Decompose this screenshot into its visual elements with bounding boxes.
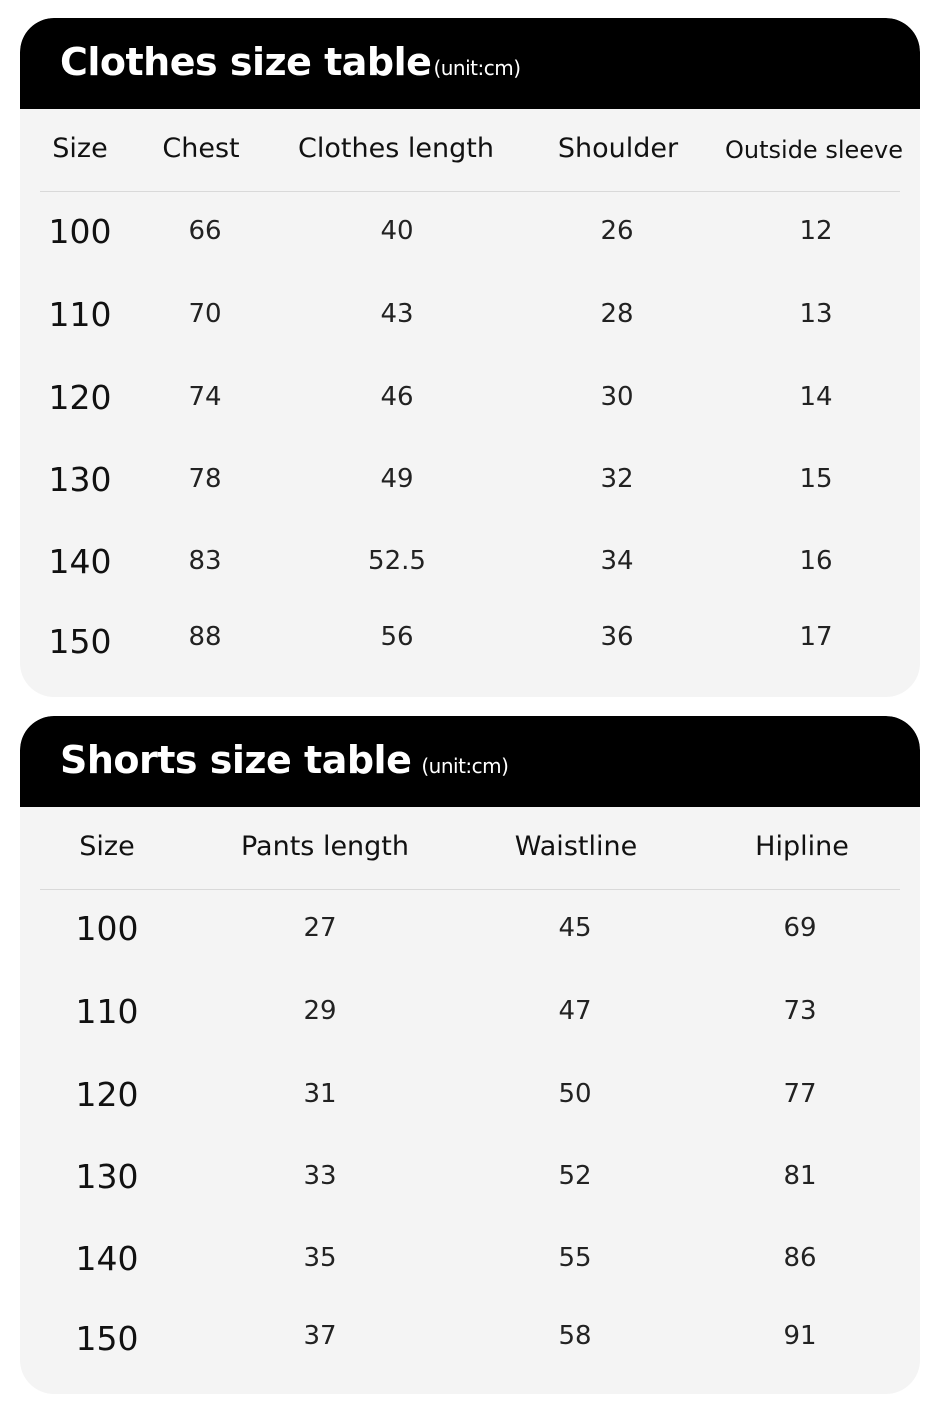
size-cell: 140 xyxy=(75,1239,139,1278)
shoulder-cell: 28 xyxy=(600,299,634,329)
shoulder-cell: 36 xyxy=(600,622,634,652)
table-row xyxy=(20,295,920,339)
length-cell: 49 xyxy=(380,464,414,494)
table-row xyxy=(20,212,920,256)
clothes-header-row xyxy=(20,109,920,189)
waistline-cell: 50 xyxy=(558,1079,592,1109)
pants-length-cell: 37 xyxy=(303,1321,337,1351)
shoulder-cell: 30 xyxy=(600,382,634,412)
pants-length-cell: 33 xyxy=(303,1161,337,1191)
shorts-header-hipline: Hipline xyxy=(755,831,849,862)
length-cell: 52.5 xyxy=(368,546,426,576)
shorts-header-row xyxy=(20,807,920,887)
size-cell: 110 xyxy=(48,295,112,334)
size-cell: 100 xyxy=(48,212,112,251)
sleeve-cell: 13 xyxy=(799,299,833,329)
waistline-cell: 52 xyxy=(558,1161,592,1191)
chest-cell: 66 xyxy=(188,216,222,246)
size-cell: 130 xyxy=(48,460,112,499)
waistline-cell: 45 xyxy=(558,913,592,943)
table-row xyxy=(20,542,920,586)
waistline-cell: 58 xyxy=(558,1321,592,1351)
shorts-size-card xyxy=(20,716,920,1394)
pants-length-cell: 27 xyxy=(303,913,337,943)
table-row xyxy=(20,1157,920,1201)
clothes-title-banner xyxy=(20,18,920,109)
size-cell: 150 xyxy=(48,622,112,661)
sleeve-cell: 17 xyxy=(799,622,833,652)
clothes-title-text: Clothes size table xyxy=(60,40,432,84)
waistline-cell: 47 xyxy=(558,996,592,1026)
pants-length-cell: 29 xyxy=(303,996,337,1026)
clothes-size-card xyxy=(20,18,920,697)
size-cell: 100 xyxy=(75,909,139,948)
hipline-cell: 91 xyxy=(783,1321,817,1351)
table-row xyxy=(20,909,920,953)
clothes-header-size: Size xyxy=(52,133,108,164)
size-cell: 120 xyxy=(48,378,112,417)
chest-cell: 88 xyxy=(188,622,222,652)
table-row xyxy=(20,622,920,662)
size-cell: 140 xyxy=(48,542,112,581)
chest-cell: 74 xyxy=(188,382,222,412)
shorts-title xyxy=(60,738,508,782)
shorts-header-size: Size xyxy=(79,831,135,862)
shorts-header-waistline: Waistline xyxy=(514,831,638,862)
size-cell: 130 xyxy=(75,1157,139,1196)
length-cell: 56 xyxy=(380,622,414,652)
shoulder-cell: 34 xyxy=(600,546,634,576)
clothes-header-divider xyxy=(40,191,900,192)
sleeve-cell: 14 xyxy=(799,382,833,412)
clothes-header-shoulder: Shoulder xyxy=(557,133,679,164)
chest-cell: 78 xyxy=(188,464,222,494)
shoulder-cell: 32 xyxy=(600,464,634,494)
pants-length-cell: 35 xyxy=(303,1243,337,1273)
waistline-cell: 55 xyxy=(558,1243,592,1273)
table-row xyxy=(20,1321,920,1361)
sleeve-cell: 15 xyxy=(799,464,833,494)
clothes-unit: (unit:cm) xyxy=(433,56,521,80)
shoulder-cell: 26 xyxy=(600,216,634,246)
chest-cell: 83 xyxy=(188,546,222,576)
hipline-cell: 86 xyxy=(783,1243,817,1273)
hipline-cell: 81 xyxy=(783,1161,817,1191)
table-row xyxy=(20,378,920,422)
sleeve-cell: 16 xyxy=(799,546,833,576)
clothes-header-length: Clothes length xyxy=(298,133,494,164)
hipline-cell: 77 xyxy=(783,1079,817,1109)
shorts-title-banner xyxy=(20,716,920,807)
length-cell: 43 xyxy=(380,299,414,329)
clothes-header-chest: Chest xyxy=(162,133,240,164)
hipline-cell: 69 xyxy=(783,913,817,943)
table-row xyxy=(20,460,920,504)
shorts-header-pants-length: Pants length xyxy=(240,831,410,862)
table-row xyxy=(20,1075,920,1119)
chest-cell: 70 xyxy=(188,299,222,329)
length-cell: 46 xyxy=(380,382,414,412)
clothes-header-sleeve: Outside sleeve xyxy=(725,136,903,164)
shorts-header-divider xyxy=(40,889,900,890)
pants-length-cell: 31 xyxy=(303,1079,337,1109)
table-row xyxy=(20,992,920,1036)
size-cell: 150 xyxy=(75,1319,139,1358)
sleeve-cell: 12 xyxy=(799,216,833,246)
size-cell: 110 xyxy=(75,992,139,1031)
hipline-cell: 73 xyxy=(783,996,817,1026)
shorts-unit: (unit:cm) xyxy=(421,754,509,778)
clothes-title xyxy=(60,40,521,84)
table-row xyxy=(20,1239,920,1283)
size-cell: 120 xyxy=(75,1075,139,1114)
length-cell: 40 xyxy=(380,216,414,246)
shorts-title-text: Shorts size table xyxy=(60,738,412,782)
